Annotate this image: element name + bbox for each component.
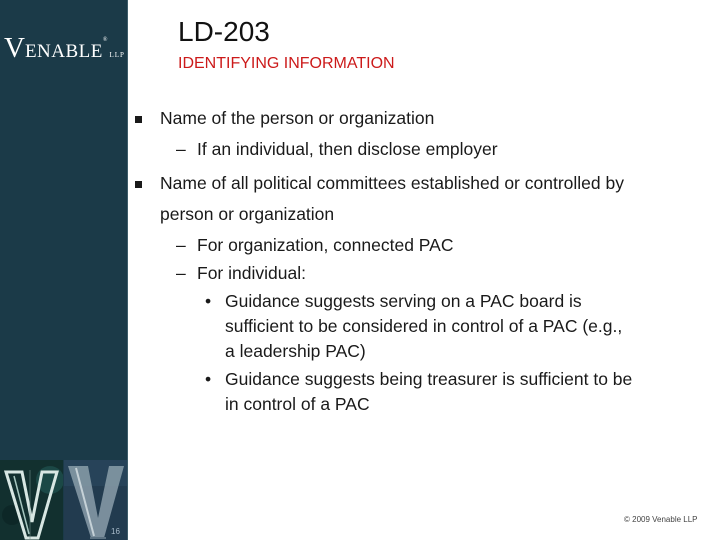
- logo-initial: V: [4, 32, 25, 64]
- slide-subtitle: IDENTIFYING INFORMATION: [178, 55, 395, 72]
- sub-sub-bullet-text-continued: sufficient to be considered in control of a PAC (e.g.,: [225, 316, 623, 336]
- sub-bullet-text: For individual:: [197, 263, 306, 283]
- logo-registered-mark: ®: [102, 37, 108, 43]
- sub-sub-bullet-text: Guidance suggests being treasurer is sufficient to be: [225, 369, 633, 389]
- square-bullet-icon: [135, 181, 142, 188]
- logo-name: ENABLE: [24, 41, 103, 62]
- copyright-notice: © 2009 Venable LLP: [624, 515, 698, 524]
- bullet-text-continued: person or organization: [160, 204, 335, 224]
- bullet-text: Name of all political committees established or controlled by: [160, 173, 624, 193]
- logo-suffix: LLP: [109, 51, 125, 59]
- dot-bullet-icon: •: [205, 291, 212, 311]
- sub-bullet-text: If an individual, then disclose employer: [197, 139, 498, 159]
- sub-sub-bullet-text-continued: in control of a PAC: [225, 394, 370, 414]
- slide-title: LD-203: [178, 16, 270, 47]
- square-bullet-icon: [135, 116, 142, 123]
- sub-sub-bullet-text-continued: a leadership PAC): [225, 341, 366, 361]
- dash-bullet-icon: –: [176, 263, 186, 283]
- bullet-text: Name of the person or organization: [160, 108, 435, 128]
- dash-bullet-icon: –: [176, 235, 186, 255]
- slide-number: 16: [111, 527, 120, 536]
- dash-bullet-icon: –: [176, 139, 186, 159]
- sub-bullet-text: For organization, connected PAC: [197, 235, 454, 255]
- dot-bullet-icon: •: [205, 369, 212, 389]
- sub-sub-bullet-text: Guidance suggests serving on a PAC board is: [225, 291, 582, 311]
